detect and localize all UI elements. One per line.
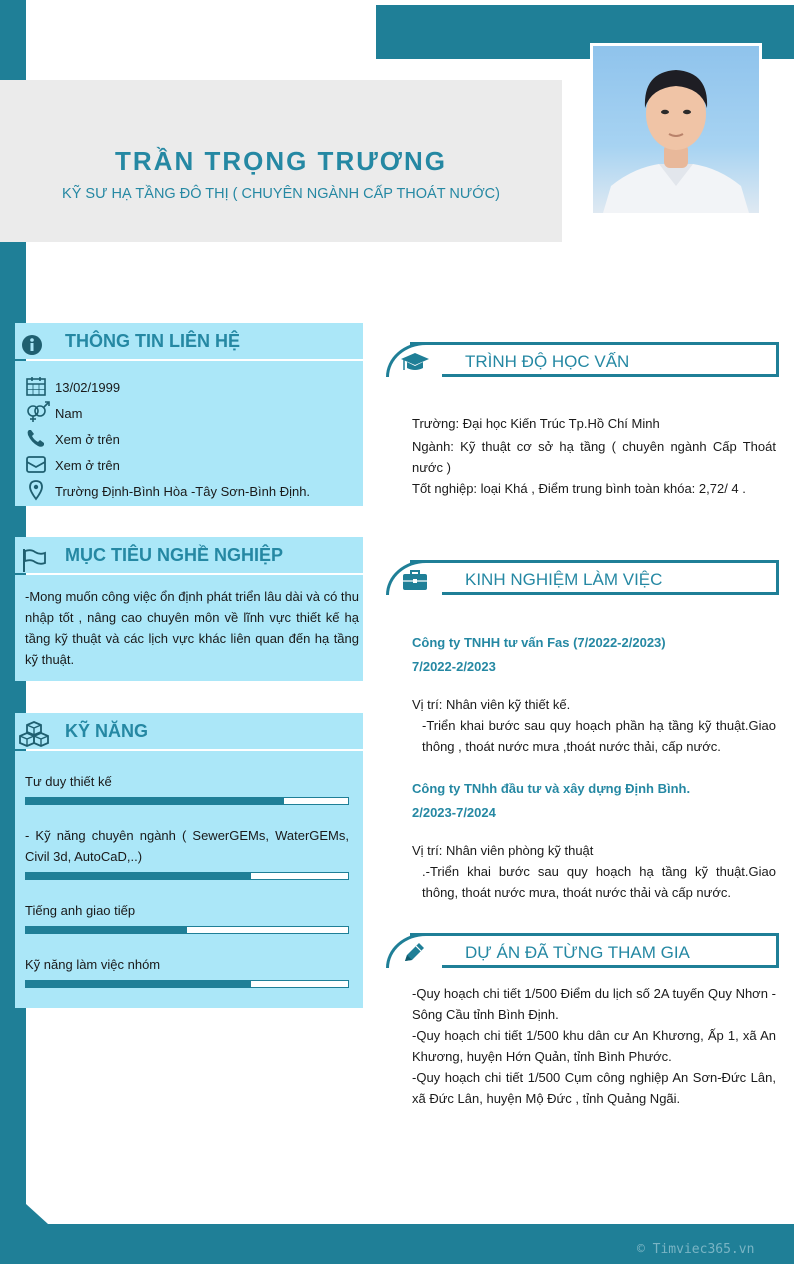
job-company: Công ty TNHH tư vấn Fas (7/2022-2/2023) (412, 635, 666, 650)
contact-item-dob (25, 375, 355, 399)
skill-bar (25, 872, 349, 880)
info-icon (21, 333, 47, 359)
skill-bar-fill (26, 798, 284, 804)
job-period: 2/2023-7/2024 (412, 805, 496, 820)
objective-section-header (15, 537, 363, 573)
objective-text: -Mong muốn công việc ổn định phát triển lâu dài và có thu nhập tốt , nâng cao chuyên môn về lĩnh vực thiết kế hạ tầng kỹ thuật và các lịch vực khác liên quan đến hạ tầng kỹ thuật. (25, 589, 359, 667)
experience-heading: KINH NGHIỆM LÀM VIỆC (465, 570, 663, 589)
briefcase-icon (400, 568, 430, 592)
education-heading: TRÌNH ĐỘ HỌC VẤN (465, 352, 630, 371)
graduation-cap-icon (400, 350, 430, 374)
contact-heading: THÔNG TIN LIÊN HỆ (65, 331, 240, 351)
copyright-text: © Timviec365.vn (637, 1242, 755, 1257)
email-icon (25, 453, 47, 475)
skill-bar (25, 926, 349, 934)
job-description: .-Triển khai bước sau quy hoạch hạ tầng kỹ thuật.Giao thông, thoát nước mưa, thoát nước thải và cấp nước. (422, 864, 776, 900)
education-major: Ngành: Kỹ thuật cơ sở hạ tầng ( chuyên ngành Cấp Thoát nước ) (412, 439, 776, 475)
skills-heading: KỸ NĂNG (65, 721, 149, 741)
skill-label: Tư duy thiết kế (25, 774, 112, 789)
job-period: 7/2022-2/2023 (412, 659, 496, 674)
candidate-title: KỸ SƯ HẠ TẦNG ĐÔ THỊ ( CHUYÊN NGÀNH CẤP THOÁT NƯỚC) (62, 186, 500, 202)
contact-text: 13/02/1999 (55, 380, 121, 395)
calendar-icon (25, 375, 47, 397)
phone-icon (25, 427, 47, 449)
contact-item-phone (25, 427, 355, 451)
pencil-icon (400, 941, 430, 965)
contact-text: Xem ở trên (55, 432, 120, 447)
objective-heading: MỤC TIÊU NGHỀ NGHIỆP (65, 545, 284, 565)
skills-section-header (15, 713, 363, 749)
education-section-header (386, 342, 779, 377)
name-header (0, 80, 562, 242)
skill-label: Kỹ năng làm việc nhóm (25, 957, 161, 972)
objective-section-body (15, 575, 363, 681)
experience-section-header (386, 560, 779, 595)
projects-heading: DỰ ÁN ĐÃ TỪNG THAM GIA (465, 943, 690, 962)
contact-item-gender (25, 401, 355, 425)
job-position: Vị trí: Nhân viên kỹ thiết kế. (412, 697, 571, 712)
contact-section-body (15, 361, 363, 506)
skill-bar-fill (26, 873, 251, 879)
frame-corner-notch (26, 1204, 48, 1224)
skill-label: - Kỹ năng chuyên ngành ( SewerGEMs, WaterGEMs, Civil 3d, AutoCaD,..) (25, 828, 349, 864)
skill-bar-fill (26, 927, 187, 933)
projects-section-header (386, 933, 779, 968)
contact-text: Trường Định-Bình Hòa -Tây Sơn-Bình Định. (55, 484, 311, 499)
skills-section-body (15, 751, 363, 1008)
candidate-name: TRẦN TRỌNG TRƯƠNG (115, 146, 447, 176)
project-item: -Quy hoạch chi tiết 1/500 Cụm công nghiệp An Sơn-Đức Lân, xã Đức Lân, huyện Mộ Đức , tỉnh Quảng Ngãi. (412, 1070, 776, 1106)
skill-label: Tiếng anh giao tiếp (25, 903, 136, 918)
skill-bar-fill (26, 981, 251, 987)
job-description: -Triển khai bước sau quy hoạch phần hạ tầng kỹ thuật.Giao thông , thoát nước mưa ,thoát nước thải, cấp nước. (422, 718, 776, 754)
contact-text: Xem ở trên (55, 458, 120, 473)
cubes-icon (19, 721, 49, 747)
contact-item-address (25, 479, 355, 503)
project-item: -Quy hoạch chi tiết 1/500 Điểm du lịch số 2A tuyến Quy Nhơn - Sông Cầu tỉnh Bình Định. (412, 986, 776, 1022)
job-position: Vị trí: Nhân viên phòng kỹ thuật (412, 843, 594, 858)
project-item: -Quy hoạch chi tiết 1/500 khu dân cư An Khương, Ấp 1, xã An Khương, huyện Hớn Quản, tỉnh Bình Phước. (412, 1028, 776, 1064)
contact-text: Nam (55, 406, 83, 421)
education-graduation: Tốt nghiệp: loại Khá , Điểm trung bình toàn khóa: 2,72/ 4 . (412, 481, 746, 496)
portrait-image (593, 46, 759, 213)
location-icon (25, 479, 47, 501)
job-company: Công ty TNhh đầu tư và xây dựng Định Bình. (412, 781, 691, 796)
contact-section-header (15, 323, 363, 359)
skill-bar (25, 980, 349, 988)
gender-icon (25, 401, 51, 423)
skill-bar (25, 797, 349, 805)
contact-item-email (25, 453, 355, 477)
education-school: Trường: Đại học Kiến Trúc Tp.Hồ Chí Minh (412, 416, 660, 431)
profile-photo (590, 43, 762, 216)
flag-icon (21, 547, 47, 573)
